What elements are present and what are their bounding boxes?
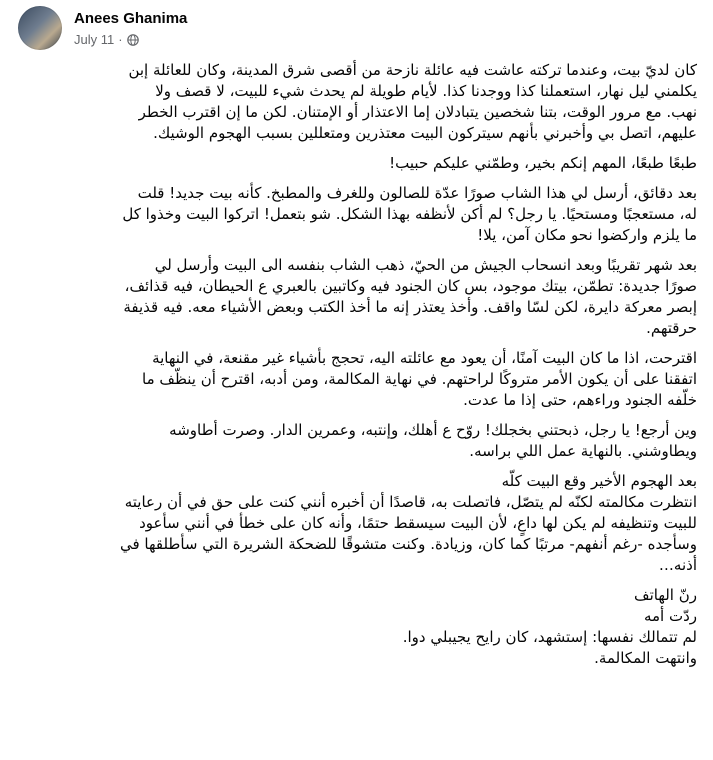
paragraph — [14, 153, 697, 174]
post-date[interactable]: July 11 — [74, 32, 115, 47]
author-name[interactable]: Anees Ghanima — [74, 10, 188, 27]
author-avatar[interactable] — [18, 6, 62, 50]
text-line: طبعًا طبعًا، المهم إنكم بخير، وطمّني عليكم حبيب! — [389, 154, 697, 172]
globe-icon[interactable] — [127, 34, 139, 46]
paragraph — [14, 420, 697, 462]
text-line: انتظرت مكالمته لكنّه لم يتصّل، فاتصلت به، قاصدًا أن أخبره أنني كنت على حق في أن رعايته — [124, 493, 697, 511]
paragraph — [14, 60, 697, 144]
post-subline — [74, 32, 187, 47]
text-line: له، مستعجبًا ومستحيًا. يا رجل؟ لم أكن لأنظفه بهذا الشكل. شو بتعمل! اتركوا البيت وخذوا كل — [122, 205, 697, 223]
text-line: وسأجده -رغم أنفهم- مرتبًا كما كان، وزيادة. وكنت متشوقًا للضحكة الشريرة التي سأطلقها في — [119, 535, 697, 553]
paragraph — [14, 348, 697, 411]
text-line: بعد دقائق، أرسل لي هذا الشاب صورًا عدّة للصالون وللغرف والمطبخ. كأنه بيت جديد! قلت — [137, 184, 697, 202]
text-line: ويطاوشني. بالنهاية عمل اللي براسه. — [469, 442, 697, 460]
text-line: بعد شهر تقريبًا وبعد انسحاب الجيش من الحيّ، ذهب الشاب بنفسه الى البيت وأرسل لي — [154, 256, 697, 274]
text-line: اتفقنا على أن يكون الأمر متروكًا لراحتهم. في نهاية المكالمة، ومن أدبه، اقترح أن ينظّف ما — [142, 370, 697, 388]
text-line: نهب. مع مرور الوقت، بتنا شخصين يتبادلان إما الاعتذار أو الإمتنان. لكن ما إن اقترب الخطر — [138, 103, 697, 121]
text-line: ما يلزم واركضوا نحو مكان آمن، يلا! — [477, 226, 697, 244]
text-line: يكلمني ليل نهار، استعملنا كذا ووجدنا كذا. لأيام طويلة لم يحدث شيء للبيت، لا قصف ولا — [155, 82, 697, 100]
separator-dot: · — [118, 32, 123, 47]
paragraph — [14, 183, 697, 246]
text-line: رنّ الهاتف — [634, 586, 697, 604]
text-line: صورًا جديدة: تطمّن، بيتك موجود، بس كان الجنود فيه وكاتبين بالعبري ع الحيطان، فيه قذائف، — [124, 277, 697, 295]
paragraph — [14, 255, 697, 339]
text-line: للبيت وتنظيفه لم يكن لها داعٍ، لأن البيت سيسقط حتمًا، وأنه كان على خطأ في أنني سأعود — [139, 514, 697, 532]
text-line: ردّت أمه — [643, 607, 697, 625]
post-meta — [74, 6, 187, 47]
text-line: وانتهت المكالمة. — [594, 649, 697, 667]
text-line: وين أرجع! يا رجل، ذبحتني بخجلك! روّح ع أهلك، وإنتبه، وعمرين الدار. وصرت أطاوشه — [169, 421, 697, 439]
text-line: عليهم، اتصل بي وأخبرني بأنهم سيتركون البيت معتذرين ومتعللين بسبب الهجوم الوشيك. — [153, 124, 697, 142]
text-line: خلّفه الجنود وراءهم، حتى إذا ما عدت. — [463, 391, 697, 409]
post-header — [18, 6, 187, 54]
paragraph — [14, 585, 697, 669]
text-line: كان لديّ بيت، وعندما تركته عاشت فيه عائلة نازحة من أقصى شرق المدينة، وكان للعائلة إبن — [128, 61, 697, 79]
paragraph — [14, 471, 697, 576]
text-line: إبصر معركة دايرة، لكن لسّا واقف. وأخذ يعتذر إنه ما أخذ الكتب وبعض الأشياء معه. فيه قذيفة — [123, 298, 697, 316]
text-line: أذنه… — [658, 556, 697, 574]
post-body — [14, 60, 697, 678]
text-line: اقترحت، اذا ما كان البيت آمنًا، أن يعود مع عائلته اليه، تحجج بأشياء غير مقنعة، في النهاية — [152, 349, 697, 367]
text-line: لم تتمالك نفسها: إستشهد، كان رايح يجيبلي دوا. — [402, 628, 697, 646]
text-line: بعد الهجوم الأخير وقع البيت كلّه — [501, 472, 697, 490]
text-line: حرقتهم. — [646, 319, 697, 337]
